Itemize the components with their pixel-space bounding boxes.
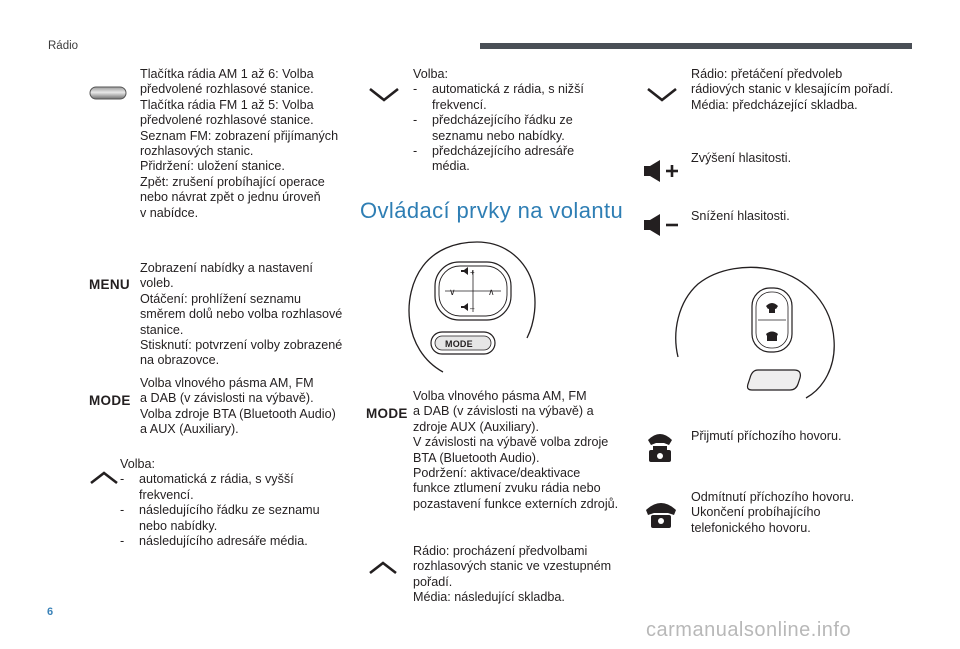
svg-text:∧: ∧ (488, 287, 495, 297)
svg-text:+: + (470, 268, 475, 277)
wheel-mode-label: MODE (445, 339, 473, 349)
mode-icon: MODE (89, 393, 131, 408)
volume-up-icon (642, 158, 680, 184)
up-description: Volba: - automatická z rádia, s vyšší frekvencí. - následujícího řádku ze seznamu nebo nabídky. - následujícího adresáře média. (120, 457, 320, 549)
chevron-down-icon (368, 87, 400, 102)
watermark: carmanualsonline.info (646, 619, 852, 641)
menu-icon: MENU (89, 277, 130, 292)
mode-icon-steering: MODE (366, 406, 408, 421)
wheel-left-controls-illustration (395, 240, 565, 380)
svg-text:∨: ∨ (449, 287, 456, 297)
section-title: Rádio (48, 40, 79, 52)
answer-call-description: Přijmutí příchozího hovoru. (691, 429, 842, 443)
volume-down-description: Snížení hlasitosti. (691, 209, 790, 223)
steering-up-description: Rádio: procházení předvolbami rozhlasových stanic ve vzestupném pořadí. Média: následující skladba. (413, 544, 612, 605)
hangup-call-description: Odmítnutí příchozího hovoru. Ukončení probíhajícího telefonického hovoru. (691, 490, 855, 535)
down-description: Volba: - automatická z rádia, s nižší frekvencí. - předcházejícího řádku ze seznamu nebo nabídky. - předcházejícího adresáře média. (413, 67, 584, 174)
section-heading: Ovládací prvky na volantu (360, 198, 624, 223)
volume-up-description: Zvýšení hlasitosti. (691, 151, 792, 165)
volume-down-icon (642, 212, 680, 238)
preset-button-icon (89, 85, 127, 101)
wheel-right-controls-illustration (670, 262, 850, 402)
chevron-down-icon-steering (646, 87, 678, 102)
steering-mode-description: Volba vlnového pásma AM, FM a DAB (v závislosti na výbavě) a zdroje AUX (Auxiliary). V závislosti na výbavě volba zdroje BTA (Bluetooth Audio). Podržení: aktivace/deaktivace funkce ztlumení zvuku rádia nebo pozastavení funkce externích zdrojů. (413, 389, 619, 511)
preset-description: Tlačítka rádia AM 1 až 6: Volba předvolené rozhlasové stanice. Tlačítka rádia FM 1 až 5: Volba předvolené rozhlasové stanice. Seznam FM: zobrazení přijímaných rozhlasových stanic. Přidržení: uložení stanice. Zpět: zrušení probíhající operace nebo návrat zpět o jednu úroveň v nabídce. (140, 67, 339, 220)
steering-down-description: Rádio: přetáčení předvoleb rádiových stanic v klesajícím pořadí. Média: předcházející skladba. (691, 67, 894, 112)
header-bar (480, 43, 912, 49)
phone-hangup-icon (644, 500, 678, 530)
page-number: 6 (47, 606, 54, 618)
chevron-up-icon (89, 471, 119, 485)
phone-answer-icon (644, 430, 676, 464)
chevron-up-icon-steering (368, 561, 398, 575)
mode-description: Volba vlnového pásma AM, FM a DAB (v závislosti na výbavě). Volba zdroje BTA (Bluetooth Audio) a AUX (Auxiliary). (140, 376, 336, 437)
menu-description: Zobrazení nabídky a nastavení voleb. Otáčení: prohlížení seznamu směrem dolů nebo volba rozhlasové stanice. Stisknutí: potvrzení volby zobrazené na obrazovce. (140, 261, 343, 368)
svg-text:–: – (470, 304, 475, 313)
